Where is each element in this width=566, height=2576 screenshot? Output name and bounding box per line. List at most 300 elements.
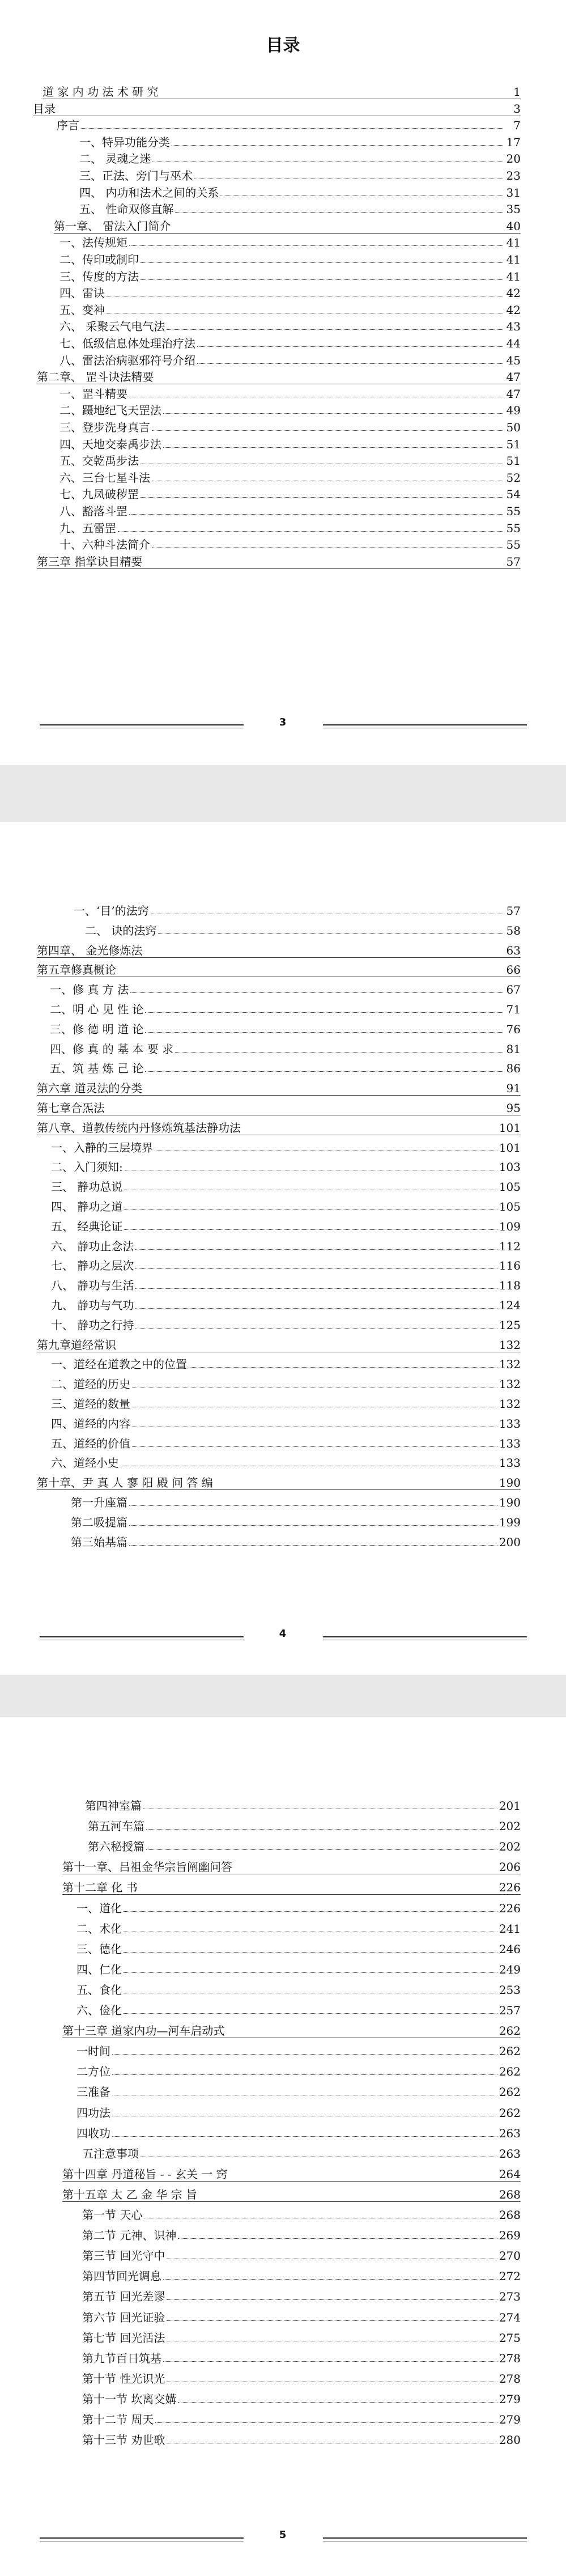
toc-entry[interactable] [82, 2289, 521, 2303]
toc-entry-title: 四、仁化 [76, 1962, 122, 1976]
dot-leader [145, 1012, 503, 1013]
toc-entry[interactable] [76, 1900, 521, 1915]
toc-entry-title: 第一升座篇 [71, 1496, 127, 1509]
toc-entry[interactable] [59, 419, 521, 434]
toc-entry-page-number: 249 [499, 1962, 521, 1976]
toc-entry-page-number: 112 [499, 1239, 521, 1253]
toc-entry-title: 八、雷法治病驱邪符号介绍 [59, 353, 195, 367]
toc-entry[interactable] [51, 1199, 521, 1213]
toc-entry-page-number: 280 [499, 2433, 521, 2447]
toc-entry-title: 第二吸提篇 [71, 1515, 127, 1529]
toc-entry-title: 第四章、 金光修炼法 [37, 943, 143, 957]
toc-entry-page-number: 42 [506, 286, 521, 300]
toc-entry[interactable] [33, 101, 521, 116]
toc-entry[interactable] [57, 117, 521, 132]
toc-entry-title: 五、 性命双修直解 [79, 202, 174, 217]
toc-entry-page-number: 279 [499, 2413, 521, 2426]
toc-entry[interactable] [82, 2391, 521, 2406]
toc-entry[interactable] [51, 1396, 521, 1411]
toc-entry-page-number: 49 [506, 404, 521, 418]
toc-entry-page-number: 246 [499, 1942, 521, 1956]
toc-entry-title: 六、 采聚云气电气法 [59, 320, 165, 334]
toc-entry-title: 序言 [57, 118, 79, 133]
toc-entry[interactable] [59, 386, 521, 401]
toc-entry[interactable] [79, 134, 521, 149]
toc-entry[interactable] [51, 1297, 521, 1312]
toc-entry-title: 八、 静功与生活 [51, 1279, 134, 1293]
toc-entry[interactable] [82, 2371, 521, 2386]
toc-entry-page-number: 132 [499, 1397, 521, 1411]
toc-entry-title: 一、道经在道教之中的位置 [51, 1357, 187, 1372]
dot-leader [167, 2299, 497, 2300]
toc-entry-page-number: 241 [499, 1921, 521, 1936]
toc-list [0, 822, 566, 1675]
toc-entry-title: 第八章、道教传统内丹修炼筑基法静功法 [37, 1121, 241, 1135]
toc-entry[interactable] [76, 2105, 521, 2120]
toc-entry-page-number: 35 [506, 202, 521, 217]
toc-entry[interactable] [71, 1534, 521, 1549]
toc-entry[interactable] [42, 84, 521, 99]
toc-entry[interactable] [88, 1839, 521, 1853]
toc-entry[interactable] [85, 1798, 521, 1813]
toc-entry[interactable] [79, 168, 521, 183]
toc-entry-page-number: 7 [513, 118, 521, 133]
page-number: 4 [279, 1628, 287, 1640]
toc-entry-page-number: 270 [499, 2249, 521, 2263]
toc-entry-page-number: 206 [499, 1860, 521, 1874]
toc-entry[interactable] [59, 285, 521, 300]
toc-entry[interactable] [82, 2350, 521, 2365]
toc-entry-page-number: 264 [499, 2167, 521, 2181]
toc-entry[interactable] [37, 943, 521, 958]
toc-entry-title: 第九节百日筑基 [82, 2351, 161, 2365]
dot-leader [145, 1032, 503, 1033]
toc-entry[interactable] [82, 2268, 521, 2283]
toc-entry-title: 一、‘目’的法窍 [74, 904, 149, 918]
toc-title: 目录 [266, 36, 300, 56]
toc-entry-title: 一、法传规矩 [59, 236, 127, 250]
toc-entry[interactable] [51, 1238, 521, 1253]
toc-entry-title: 五、 经典论证 [51, 1219, 123, 1233]
toc-entry-page-number: 47 [506, 387, 521, 401]
toc-entry-title: 十、 静功之行持 [51, 1318, 134, 1332]
toc-entry[interactable] [59, 436, 521, 451]
toc-entry[interactable] [76, 1921, 521, 1936]
toc-entry-page-number: 132 [499, 1357, 521, 1372]
toc-entry[interactable] [51, 1278, 521, 1292]
dot-leader [175, 212, 503, 213]
toc-list [0, 0, 566, 765]
toc-entry-title: 一、特异功能分类 [79, 135, 170, 149]
toc-entry[interactable] [76, 2125, 521, 2140]
toc-entry-title: 二、术化 [76, 1921, 122, 1936]
toc-entry-title: 四、道经的内容 [51, 1416, 130, 1431]
toc-entry-page-number: 263 [499, 2146, 521, 2161]
toc-entry[interactable] [59, 470, 521, 485]
dot-leader [152, 430, 503, 431]
dot-leader [135, 1288, 497, 1289]
toc-entry-page-number: 262 [499, 2065, 521, 2079]
toc-entry-title: 第二章、 罡斗诀法精要 [37, 370, 154, 384]
toc-entry[interactable] [51, 1219, 521, 1233]
dot-leader [135, 1249, 497, 1250]
toc-entry[interactable] [37, 369, 521, 384]
page-footer [0, 2529, 566, 2560]
toc-entry[interactable] [62, 2187, 521, 2202]
toc-entry-title: 六、俭化 [76, 2004, 122, 2017]
toc-entry-title: 一、道化 [76, 1901, 122, 1915]
toc-entry[interactable] [76, 2002, 521, 2017]
toc-entry-title: 第十五章 太 乙 金 华 宗 旨 [62, 2187, 198, 2201]
toc-entry[interactable] [62, 1879, 521, 1895]
toc-entry-title: 一、罡斗精要 [59, 387, 127, 401]
toc-entry[interactable] [51, 1258, 521, 1272]
toc-entry-page-number: 54 [506, 487, 521, 502]
toc-entry-title: 五、变神 [59, 303, 105, 317]
toc-entry-page-number: 52 [506, 470, 521, 485]
toc-entry-page-number: 257 [499, 2004, 521, 2017]
dot-leader [124, 1911, 497, 1912]
toc-entry[interactable] [37, 554, 521, 569]
toc-entry-title: 四收功 [76, 2126, 110, 2140]
toc-entry[interactable] [59, 252, 521, 266]
toc-entry-title: 四、雷诀 [59, 286, 105, 300]
toc-entry-title: 二、蹑地纪飞天罡法 [59, 404, 161, 418]
toc-entry-page-number: 226 [499, 1881, 521, 1895]
page-number: 5 [279, 2529, 287, 2541]
dot-leader [118, 531, 503, 532]
toc-entry[interactable] [82, 2146, 521, 2161]
page-number: 3 [279, 716, 287, 728]
dot-leader [163, 413, 503, 414]
toc-entry-page-number: 17 [506, 135, 521, 149]
toc-entry-page-number: 71 [506, 1003, 521, 1016]
toc-entry[interactable] [50, 1001, 521, 1016]
toc-entry[interactable] [62, 2166, 521, 2182]
toc-entry[interactable] [51, 1455, 521, 1470]
toc-entry[interactable] [62, 1859, 521, 1874]
toc-entry[interactable] [51, 1179, 521, 1194]
toc-entry[interactable] [74, 903, 521, 918]
toc-entry-page-number: 262 [499, 2024, 521, 2038]
toc-entry[interactable] [82, 2432, 521, 2447]
toc-entry-title: 五注意事项 [82, 2146, 139, 2161]
toc-entry-page-number: 200 [499, 1535, 521, 1549]
toc-entry[interactable] [59, 353, 521, 367]
toc-entry-title: 二方位 [76, 2065, 110, 2079]
toc-entry-page-number: 202 [499, 1840, 521, 1854]
toc-entry-title: 第九章道经常识 [37, 1338, 116, 1352]
toc-entry[interactable] [79, 185, 521, 200]
toc-entry-page-number: 109 [499, 1219, 521, 1233]
toc-entry-title: 第三节 回光守中 [82, 2249, 165, 2263]
dot-leader [141, 262, 503, 263]
toc-entry-title: 道 家 内 功 法 术 研 究 [42, 85, 159, 99]
toc-entry[interactable] [50, 1041, 521, 1056]
toc-entry-title: 第十二章 化 书 [62, 1881, 138, 1895]
toc-entry[interactable] [50, 1021, 521, 1036]
toc-entry[interactable] [82, 2310, 521, 2324]
toc-entry-page-number: 50 [506, 421, 521, 434]
toc-entry[interactable] [50, 1060, 521, 1075]
toc-entry-title: 第四神室篇 [85, 1799, 142, 1813]
toc-entry-page-number: 269 [499, 2229, 521, 2243]
dot-leader [130, 992, 503, 993]
toc-entry-title: 第三章 指掌诀目精要 [37, 554, 143, 568]
toc-entry[interactable] [59, 336, 521, 350]
toc-entry-title: 三、修 德 明 道 论 [50, 1022, 144, 1036]
dot-leader [129, 1505, 497, 1506]
toc-entry-title: 三、德化 [76, 1942, 122, 1956]
toc-entry-page-number: 57 [506, 554, 521, 568]
dot-leader [197, 346, 503, 347]
dot-leader [189, 1367, 497, 1368]
toc-entry-title: 二、道经的历史 [51, 1377, 130, 1391]
toc-entry-title: 第六章 道灵法的分类 [37, 1081, 143, 1096]
toc-entry[interactable] [79, 151, 521, 165]
toc-entry-title: 八、豁落斗罡 [59, 504, 127, 518]
toc-entry-page-number: 133 [499, 1436, 521, 1450]
toc-entry[interactable] [59, 453, 521, 468]
toc-entry[interactable] [76, 2064, 521, 2078]
dot-leader [197, 363, 503, 364]
toc-entry[interactable] [71, 1495, 521, 1509]
toc-entry[interactable] [37, 1475, 521, 1490]
dot-leader [163, 2279, 497, 2280]
toc-entry-title: 四、 静功之道 [51, 1200, 123, 1213]
toc-entry-page-number: 268 [499, 2208, 521, 2222]
toc-entry[interactable] [71, 1514, 521, 1529]
dot-leader [129, 1545, 497, 1546]
toc-entry-page-number: 41 [506, 236, 521, 250]
toc-entry-page-number: 199 [499, 1515, 521, 1529]
toc-entry-title: 七、低级信息体处理治疗法 [59, 337, 195, 350]
toc-entry-page-number: 105 [499, 1180, 521, 1194]
toc-entry-page-number: 51 [506, 454, 521, 468]
toc-entry[interactable] [51, 1416, 521, 1431]
toc-entry[interactable] [51, 1317, 521, 1332]
toc-entry[interactable] [37, 1337, 521, 1352]
toc-entry-page-number: 66 [506, 963, 521, 977]
toc-entry-title: 五、道经的价值 [51, 1436, 130, 1450]
footer-rule [323, 2537, 527, 2539]
toc-entry[interactable] [82, 2412, 521, 2426]
toc-entry[interactable] [79, 201, 521, 216]
dot-leader [167, 329, 503, 330]
toc-entry[interactable] [59, 319, 521, 333]
footer-rule [323, 724, 527, 725]
toc-entry-page-number: 41 [506, 253, 521, 266]
page-footer [0, 1628, 566, 1659]
toc-entry[interactable] [76, 2043, 521, 2058]
toc-entry-title: 第一节 天心 [82, 2208, 143, 2222]
page-footer [0, 716, 566, 747]
toc-entry-title: 第三始基篇 [71, 1535, 127, 1549]
toc-entry-page-number: 58 [506, 923, 521, 937]
dot-leader [167, 2320, 497, 2321]
footer-rule [323, 1636, 527, 1637]
toc-entry[interactable] [37, 1120, 521, 1135]
toc-entry[interactable] [59, 269, 521, 283]
document-page-3 [0, 1717, 566, 2576]
toc-entry-page-number: 63 [506, 943, 521, 957]
document-page-1 [0, 0, 566, 765]
dot-leader [132, 1446, 497, 1447]
toc-entry-title: 第五章修真概论 [37, 963, 116, 977]
toc-entry[interactable] [82, 2227, 521, 2242]
toc-entry[interactable] [76, 1962, 521, 1976]
toc-entry-title: 四、 内功和法术之间的关系 [79, 185, 219, 200]
toc-entry[interactable] [51, 1159, 521, 1174]
toc-entry-page-number: 20 [506, 152, 521, 166]
toc-entry-title: 第十一章、吕祖金华宗旨阐幽问答 [62, 1860, 232, 1874]
toc-entry-page-number: 226 [499, 1901, 521, 1915]
toc-entry-page-number: 105 [499, 1200, 521, 1213]
toc-entry-page-number: 262 [499, 2106, 521, 2120]
toc-entry-title: 第十四章 丹道秘旨 - - 玄关 一 窍 [62, 2167, 228, 2181]
toc-entry[interactable] [59, 537, 521, 551]
dot-leader [146, 1829, 497, 1830]
toc-entry[interactable] [76, 2084, 521, 2099]
toc-entry-title: 二、传印或制印 [59, 253, 139, 266]
toc-entry-page-number: 31 [506, 185, 521, 200]
toc-entry-page-number: 118 [499, 1279, 521, 1293]
toc-entry-page-number: 133 [499, 1456, 521, 1470]
toc-entry-title: 第十三章 道家内功—河车启动式 [62, 2024, 225, 2038]
toc-entry[interactable] [59, 235, 521, 249]
toc-entry-title: 三、传度的方法 [59, 269, 139, 283]
toc-entry-title: 第五节 回光差谬 [82, 2290, 165, 2304]
toc-entry-page-number: 55 [506, 504, 521, 518]
toc-entry[interactable] [62, 2023, 521, 2038]
toc-entry-title: 六、三台七星斗法 [59, 470, 150, 485]
toc-entry[interactable] [59, 486, 521, 501]
toc-entry[interactable] [51, 1356, 521, 1371]
toc-entry-title: 九、五雷罡 [59, 521, 116, 535]
toc-entry-title: 第五河车篇 [88, 1819, 144, 1834]
toc-entry-page-number: 67 [506, 983, 521, 997]
toc-entry-page-number: 273 [499, 2290, 521, 2304]
toc-entry-page-number: 201 [499, 1799, 521, 1813]
dot-leader [81, 128, 503, 129]
dot-leader [172, 145, 503, 146]
toc-entry-page-number: 55 [506, 538, 521, 552]
toc-entry-title: 六、 静功止念法 [51, 1239, 134, 1253]
toc-entry-page-number: 190 [499, 1476, 521, 1490]
toc-entry[interactable] [59, 520, 521, 535]
toc-entry-page-number: 45 [506, 353, 521, 367]
toc-entry-page-number: 125 [499, 1318, 521, 1332]
toc-entry[interactable] [37, 1080, 521, 1096]
toc-entry-page-number: 41 [506, 269, 521, 283]
toc-list [0, 1717, 566, 2576]
toc-entry-title: 第二节 元神、识神 [82, 2229, 177, 2243]
toc-entry[interactable] [59, 402, 521, 417]
toc-entry-page-number: 86 [506, 1062, 521, 1076]
toc-entry-title: 第十节 性光识光 [82, 2371, 165, 2386]
toc-entry-title: 四功法 [76, 2106, 110, 2120]
dot-leader [146, 1849, 497, 1850]
toc-entry-title: 第四节回光调息 [82, 2269, 161, 2284]
toc-entry[interactable] [82, 2207, 521, 2222]
toc-entry-page-number: 101 [499, 1140, 521, 1155]
toc-entry[interactable] [51, 1436, 521, 1450]
toc-entry[interactable] [51, 1140, 521, 1155]
toc-entry[interactable] [85, 923, 521, 937]
toc-entry-page-number: 202 [499, 1819, 521, 1834]
dot-leader [129, 245, 503, 246]
dot-leader [145, 1071, 503, 1072]
toc-entry[interactable] [37, 1100, 521, 1115]
toc-entry[interactable] [54, 218, 521, 234]
dot-leader [129, 514, 503, 515]
toc-entry[interactable] [76, 1941, 521, 1956]
toc-entry[interactable] [82, 2248, 521, 2263]
toc-entry-title: 十、六种斗法简介 [59, 538, 150, 552]
toc-entry[interactable] [82, 2330, 521, 2345]
toc-entry-page-number: 253 [499, 1983, 521, 1997]
dot-leader [135, 1268, 497, 1269]
toc-entry-page-number: 274 [499, 2310, 521, 2324]
toc-entry[interactable] [88, 1818, 521, 1833]
toc-entry-title: 第六秘授篇 [88, 1840, 144, 1854]
dot-leader [178, 2402, 497, 2403]
toc-entry-title: 四、天地交泰禹步法 [59, 437, 161, 451]
dot-leader [141, 279, 503, 280]
toc-entry[interactable] [37, 962, 521, 977]
toc-entry-page-number: 81 [506, 1042, 521, 1056]
toc-entry-page-number: 279 [499, 2392, 521, 2406]
toc-entry[interactable] [50, 982, 521, 996]
footer-rule [40, 2537, 244, 2539]
toc-entry-page-number: 132 [499, 1377, 521, 1391]
toc-entry-title: 六、道经小史 [51, 1456, 119, 1470]
dot-leader [158, 933, 503, 934]
toc-entry-title: 七、 静功之层次 [51, 1259, 134, 1273]
toc-entry-page-number: 103 [499, 1160, 521, 1174]
toc-entry-title: 第十章、尹 真 人 寥 阳 殿 问 答 编 [37, 1476, 213, 1490]
toc-entry-page-number: 132 [499, 1338, 521, 1352]
dot-leader [141, 497, 503, 498]
toc-entry[interactable] [59, 503, 521, 518]
toc-entry-title: 一、入静的三层境界 [51, 1140, 153, 1155]
dot-leader [112, 2054, 497, 2055]
toc-entry-page-number: 44 [506, 337, 521, 350]
toc-entry-title: 第七章合炁法 [37, 1101, 105, 1115]
toc-entry-title: 第十二节 周天 [82, 2413, 154, 2426]
document-page-2 [0, 822, 566, 1675]
toc-entry-page-number: 76 [506, 1022, 521, 1036]
dot-leader [178, 2238, 497, 2239]
toc-entry-page-number: 101 [499, 1121, 521, 1135]
dot-leader [112, 2136, 497, 2137]
toc-entry-title: 三、登步洗身真言 [59, 421, 150, 434]
toc-entry-page-number: 278 [499, 2351, 521, 2365]
toc-entry-title: 二、 诀的法窍 [85, 923, 157, 937]
toc-entry[interactable] [76, 1982, 521, 1997]
toc-entry-page-number: 133 [499, 1416, 521, 1431]
toc-entry[interactable] [51, 1376, 521, 1391]
dot-leader [163, 447, 503, 448]
toc-entry-title: 一、修 真 方 法 [50, 983, 129, 997]
toc-entry[interactable] [59, 302, 521, 317]
toc-entry-page-number: 42 [506, 303, 521, 317]
toc-entry-title: 三准备 [76, 2085, 110, 2099]
toc-entry-title: 第一章、 雷法入门简介 [54, 219, 171, 233]
dot-leader [175, 1052, 503, 1053]
toc-entry-title: 目录 [33, 101, 56, 116]
toc-entry-title: 五、筑 基 炼 己 论 [50, 1062, 144, 1076]
